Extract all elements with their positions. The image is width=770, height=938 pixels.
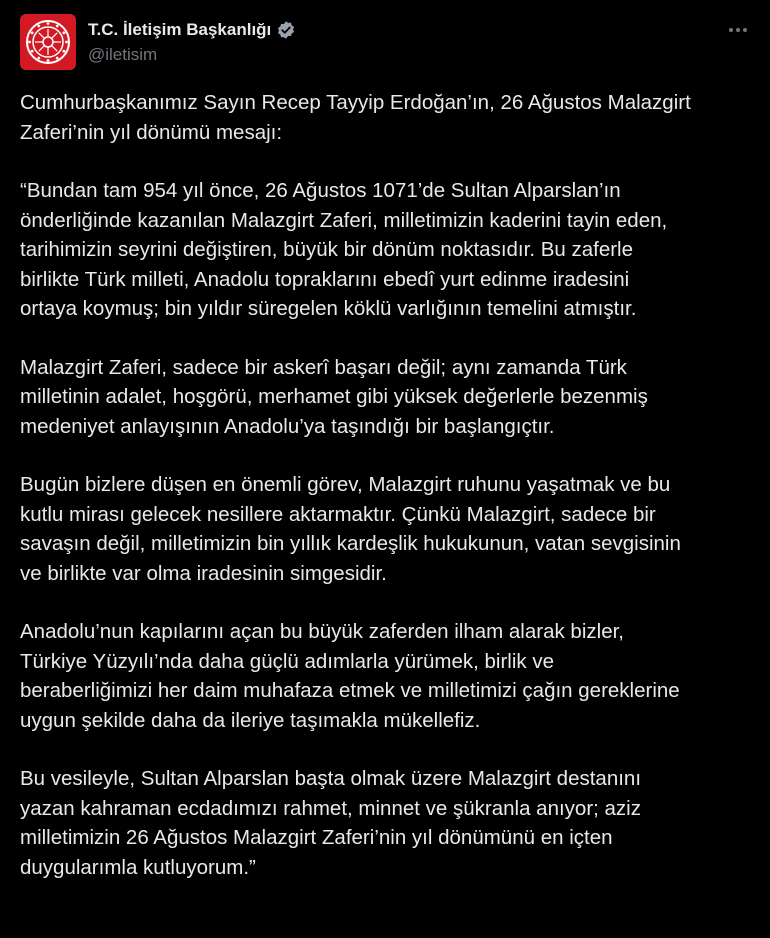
tweet-paragraph: Malazgirt Zaferi, sadece bir askerî başarı değil; aynı zamanda Türk milletinin adalet, hoşgörü, merhamet gibi yüksek değerlerle bezenmiş medeniyet anlayışının Anadolu’ya taşındığı bir başlangıçtır. [20, 355, 648, 438]
tweet-paragraph: Bugün bizlere düşen en önemli görev, Malazgirt ruhunu yaşatmak ve bu kutlu mirası gelecek nesillere aktarmaktır. Çünkü Malazgirt, sadece bir savaşın değil, milletimizin bin yıllık kardeşlik hukukunun, vatan sevgisinin ve birlikte var olma iradesinin simgesidir. [20, 473, 681, 585]
verified-badge-icon [276, 20, 296, 40]
tweet-paragraph: “Bundan tam 954 yıl önce, 26 Ağustos 1071’de Sultan Alparslan’ın önderliğinde kazanılan Malazgirt Zaferi, milletimizin kaderini tayin eden, tarihimizin seyrini değiştiren, büyük bir dönüm noktasıdır. Bu zaferle birlikte Türk milleti, Anadolu topraklarını ebedî yurt edinme iradesini ortaya koymuş; bin yıldır süregelen köklü varlığının temelini atmıştır. [20, 179, 668, 320]
tweet-paragraph: Bu vesileyle, Sultan Alparslan başta olmak üzere Malazgirt destanını yazan kahraman ecdadımızı rahmet, minnet ve şükranla anıyor; aziz milletimizin 26 Ağustos Malazgirt Zaferi’nin yıl dönümünü en içten duygularımla kutluyorum.” [20, 767, 642, 879]
more-options-icon[interactable] [724, 18, 752, 42]
tweet-paragraph: Cumhurbaşkanımız Sayın Recep Tayyip Erdoğan’ın, 26 Ağustos Malazgirt Zaferi’nin yıl dönümü mesajı: [20, 91, 691, 144]
author-name-row[interactable] [88, 18, 296, 42]
tweet-header [20, 14, 756, 70]
avatar[interactable] [20, 14, 76, 70]
presidency-seal-icon [24, 18, 72, 66]
author-display-name[interactable]: T.C. İletişim Başkanlığı [88, 20, 272, 39]
author-handle[interactable]: @iletisim [88, 45, 158, 64]
tweet-paragraph: Anadolu’nun kapılarını açan bu büyük zaferden ilham alarak bizler, Türkiye Yüzyılı’nda daha güçlü adımlarla yürümek, birlik ve beraberliğimizi her daim muhafaza etmek ve milletimizi çağın gereklerine uygun şekilde daha da ileriye taşımakla mükellefiz. [20, 620, 680, 732]
tweet-text [20, 88, 760, 882]
